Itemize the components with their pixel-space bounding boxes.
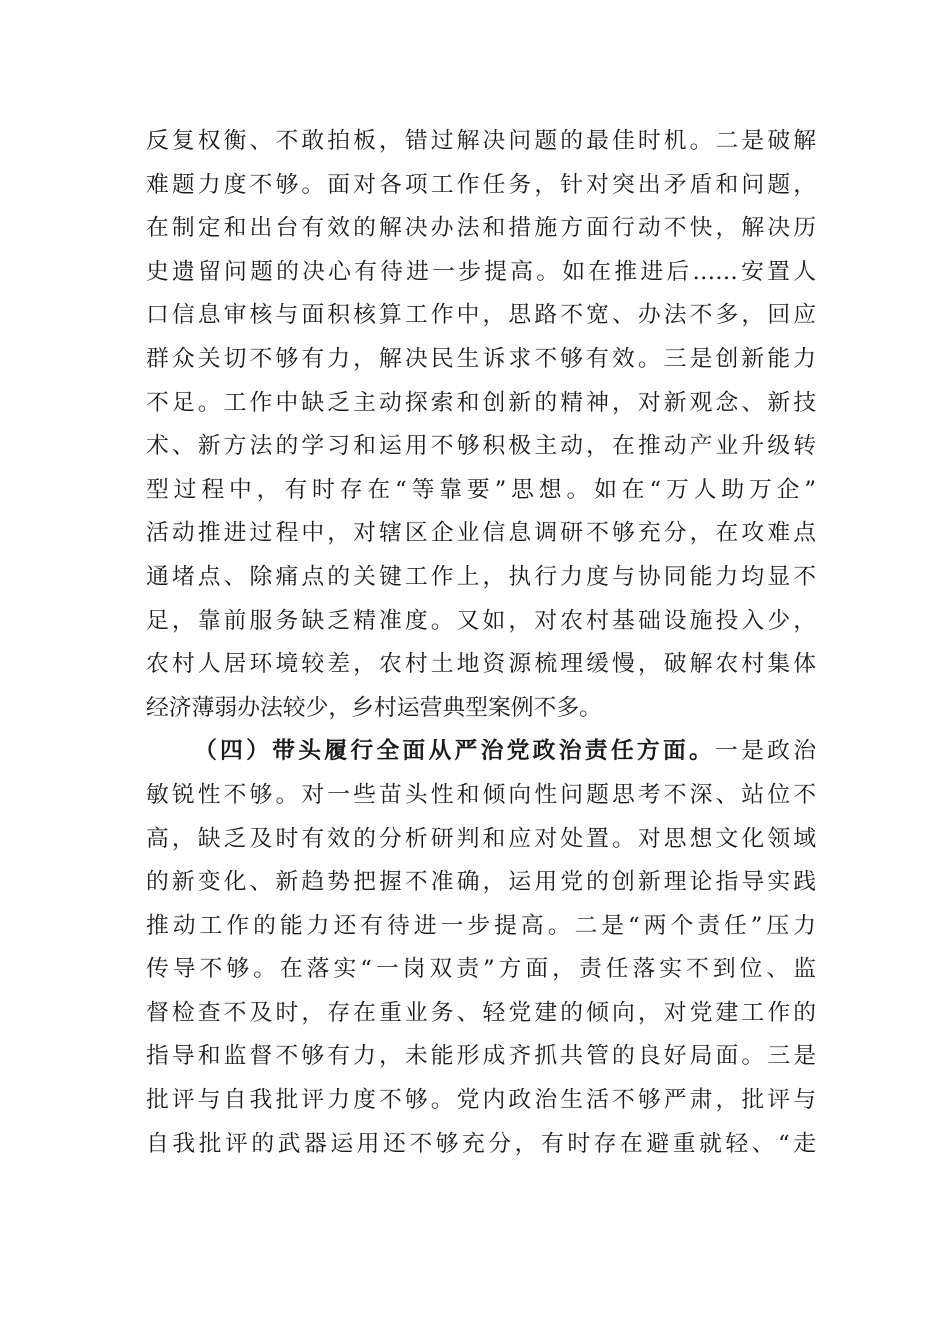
text-line: 高，缺乏及时有效的分析研判和应对处置。对思想文化领域	[146, 825, 816, 852]
text-line: 推动工作的能力还有待进一步提高。二是“两个责任”压力	[146, 912, 816, 939]
text-line: 术、新方法的学习和运用不够积极主动，在推动产业升级转	[146, 433, 816, 460]
text-line: 的新变化、新趋势把握不准确，运用党的创新理论指导实践	[146, 869, 816, 896]
text-line: 在制定和出台有效的解决办法和措施方面行动不快，解决历	[146, 215, 816, 242]
text-line: 自我批评的武器运用还不够充分，有时存在避重就轻、“走	[146, 1130, 816, 1157]
text-line: 农村人居环境较差，农村土地资源梳理缓慢，破解农村集体	[146, 651, 816, 678]
text-line: 经济薄弱办法较少，乡村运营典型案例不多。	[146, 694, 602, 721]
text-line: 不足。工作中缺乏主动探索和创新的精神，对新观念、新技	[146, 389, 816, 416]
paragraph-1	[146, 120, 816, 730]
text-line: 口信息审核与面积核算工作中，思路不宽、办法不多，回应	[146, 302, 816, 329]
text-line: 足，靠前服务缺乏精准度。又如，对农村基础设施投入少，	[146, 607, 816, 634]
text-line: 指导和监督不够有力，未能形成齐抓共管的良好局面。三是	[146, 1043, 816, 1070]
text-line: 活动推进过程中，对辖区企业信息调研不够充分，在攻难点	[146, 520, 816, 547]
section-heading: （四）带头履行全面从严治党政治责任方面。	[194, 738, 716, 765]
document-body	[146, 120, 816, 1166]
text-line: 史遗留问题的决心有待进一步提高。如在推进后……安置人	[146, 258, 816, 285]
text-line: 督检查不及时，存在重业务、轻党建的倾向，对党建工作的	[146, 999, 816, 1026]
heading-line-rest: 一是政治	[715, 738, 817, 765]
text-line: 难题力度不够。面对各项工作任务，针对突出矛盾和问题，	[146, 171, 816, 198]
paragraph-2	[146, 730, 816, 1166]
text-line: 传导不够。在落实“一岗双责”方面，责任落实不到位、监	[146, 956, 816, 983]
text-line: 反复权衡、不敢拍板，错过解决问题的最佳时机。二是破解	[146, 128, 816, 154]
text-line: 批评与自我批评力度不够。党内政治生活不够严肃，批评与	[146, 1087, 816, 1114]
section-heading-line	[146, 730, 816, 774]
text-line: 敏锐性不够。对一些苗头性和倾向性问题思考不深、站位不	[146, 781, 816, 808]
text-line: 群众关切不够有力，解决民生诉求不够有效。三是创新能力	[146, 345, 816, 372]
text-line: 通堵点、除痛点的关键工作上，执行力度与协同能力均显不	[146, 563, 816, 590]
text-line: 型过程中，有时存在“等靠要”思想。如在“万人助万企”	[146, 476, 816, 503]
